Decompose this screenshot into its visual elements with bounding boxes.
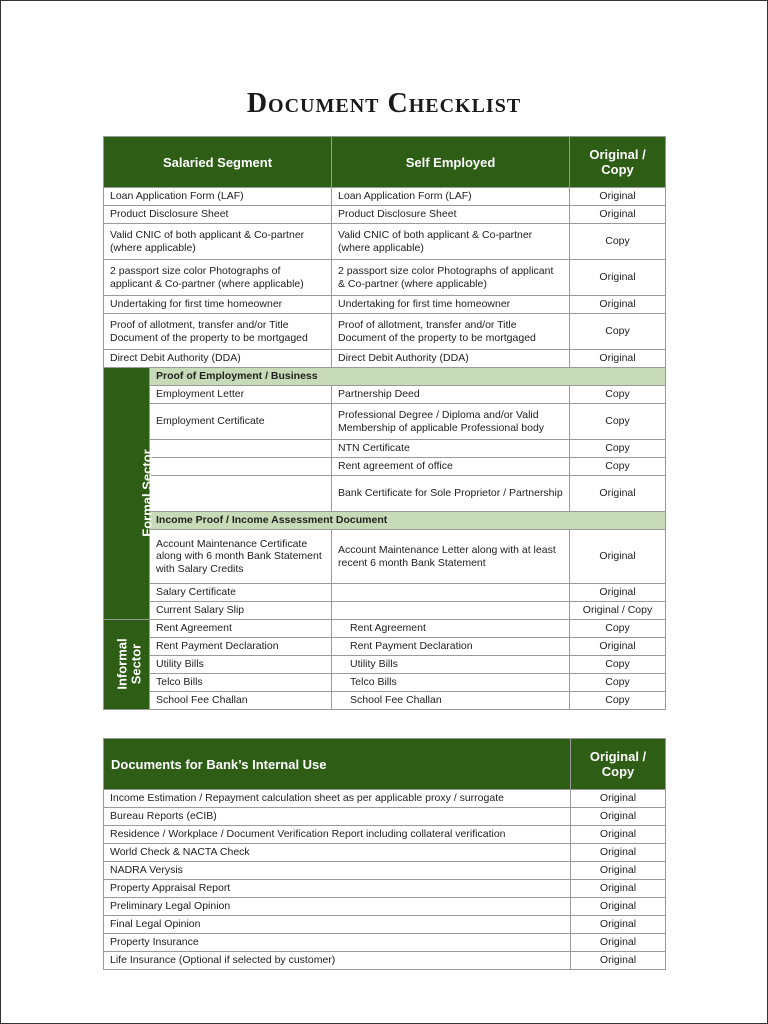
informal-sector-label	[104, 620, 150, 710]
self-employed-cell: Valid CNIC of both applicant & Co-partner (where applicable)	[332, 224, 570, 260]
bank-document-cell: World Check & NACTA Check	[104, 844, 571, 862]
table-row	[104, 386, 666, 404]
original-copy-cell: Original	[570, 530, 666, 584]
salaried-cell: Undertaking for first time homeowner	[104, 296, 332, 314]
self-employed-cell	[332, 602, 570, 620]
original-copy-cell: Copy	[570, 224, 666, 260]
self-employed-cell: Rent agreement of office	[332, 458, 570, 476]
salaried-cell: Salary Certificate	[150, 584, 332, 602]
self-employed-cell: Account Maintenance Letter along with at least recent 6 month Bank Statement	[332, 530, 570, 584]
table-row	[104, 458, 666, 476]
page-title: Document Checklist	[246, 88, 522, 119]
original-copy-cell: Original	[571, 826, 666, 844]
table-row	[104, 260, 666, 296]
bank-document-cell: Income Estimation / Repayment calculation sheet as per applicable proxy / surrogate	[104, 790, 571, 808]
self-employed-cell: School Fee Challan	[332, 692, 570, 710]
self-employed-cell: Partnership Deed	[332, 386, 570, 404]
salaried-cell: Loan Application Form (LAF)	[104, 188, 332, 206]
table-row	[104, 790, 666, 808]
formal-sector-label	[104, 368, 155, 620]
original-copy-cell: Original	[571, 844, 666, 862]
table-row	[104, 934, 666, 952]
table-row	[104, 350, 666, 368]
bank-document-cell: Final Legal Opinion	[104, 916, 571, 934]
header-original-copy: Original / Copy	[570, 137, 666, 188]
table-row	[104, 808, 666, 826]
self-employed-cell: Telco Bills	[332, 674, 570, 692]
informal-sector-text	[116, 639, 144, 690]
original-copy-cell: Original	[571, 880, 666, 898]
formal-sector-text: Formal Sector	[139, 449, 155, 537]
original-copy-cell: Original	[570, 350, 666, 368]
original-copy-cell: Original	[570, 296, 666, 314]
salaried-cell: Employment Certificate	[150, 404, 332, 440]
self-employed-cell: Undertaking for first time homeowner	[332, 296, 570, 314]
bank-document-cell: NADRA Verysis	[104, 862, 571, 880]
salaried-cell	[150, 476, 332, 512]
table-row	[104, 844, 666, 862]
original-copy-cell: Copy	[570, 656, 666, 674]
income-proof-heading: Income Proof / Income Assessment Document	[150, 512, 666, 530]
original-copy-cell: Original / Copy	[570, 602, 666, 620]
original-copy-cell: Original	[570, 260, 666, 296]
table-row	[104, 880, 666, 898]
salaried-cell: Employment Letter	[150, 386, 332, 404]
table-row	[104, 440, 666, 458]
salaried-cell: Telco Bills	[150, 674, 332, 692]
table-row	[104, 916, 666, 934]
table-row	[104, 224, 666, 260]
self-employed-cell: NTN Certificate	[332, 440, 570, 458]
salaried-cell: Proof of allotment, transfer and/or Title Document of the property to be mortgaged	[104, 314, 332, 350]
original-copy-cell: Original	[571, 916, 666, 934]
table-row	[104, 188, 666, 206]
salaried-cell	[150, 440, 332, 458]
original-copy-cell: Original	[571, 808, 666, 826]
table-row	[104, 620, 666, 638]
self-employed-cell	[332, 584, 570, 602]
self-employed-cell: Rent Payment Declaration	[332, 638, 570, 656]
table-row	[104, 404, 666, 440]
table-row	[104, 656, 666, 674]
original-copy-cell: Copy	[570, 314, 666, 350]
self-employed-cell: Direct Debit Authority (DDA)	[332, 350, 570, 368]
salaried-cell: Valid CNIC of both applicant & Co-partner (where applicable)	[104, 224, 332, 260]
self-employed-cell: Rent Agreement	[332, 620, 570, 638]
header-original-copy-bank: Original / Copy	[571, 739, 666, 790]
table-row	[104, 826, 666, 844]
self-employed-cell: Proof of allotment, transfer and/or Title Document of the property to be mortgaged	[332, 314, 570, 350]
table-row	[104, 862, 666, 880]
informal-sector-line2: Sector	[128, 644, 144, 685]
salaried-cell: Rent Payment Declaration	[150, 638, 332, 656]
self-employed-cell: 2 passport size color Photographs of applicant & Co-partner (where applicable)	[332, 260, 570, 296]
original-copy-cell: Copy	[570, 386, 666, 404]
table-row	[104, 206, 666, 224]
table-row	[104, 314, 666, 350]
salaried-cell: Direct Debit Authority (DDA)	[104, 350, 332, 368]
salaried-cell: 2 passport size color Photographs of applicant & Co-partner (where applicable)	[104, 260, 332, 296]
bank-document-cell: Property Appraisal Report	[104, 880, 571, 898]
self-employed-cell: Product Disclosure Sheet	[332, 206, 570, 224]
salaried-cell	[150, 458, 332, 476]
bank-document-cell: Bureau Reports (eCIB)	[104, 808, 571, 826]
original-copy-cell: Original	[570, 206, 666, 224]
bank-internal-use-table	[103, 738, 666, 970]
salaried-cell: Product Disclosure Sheet	[104, 206, 332, 224]
bank-document-cell: Property Insurance	[104, 934, 571, 952]
self-employed-cell: Loan Application Form (LAF)	[332, 188, 570, 206]
original-copy-cell: Copy	[570, 458, 666, 476]
table-row	[104, 602, 666, 620]
bank-document-cell: Residence / Workplace / Document Verification Report including collateral verification	[104, 826, 571, 844]
original-copy-cell: Copy	[570, 674, 666, 692]
table-row	[104, 898, 666, 916]
self-employed-cell: Utility Bills	[332, 656, 570, 674]
original-copy-cell: Copy	[570, 404, 666, 440]
original-copy-cell: Original	[571, 790, 666, 808]
bank-document-cell: Preliminary Legal Opinion	[104, 898, 571, 916]
table-row	[104, 296, 666, 314]
original-copy-cell: Original	[571, 898, 666, 916]
original-copy-cell: Original	[570, 476, 666, 512]
table-row	[104, 674, 666, 692]
original-copy-cell: Copy	[570, 440, 666, 458]
header-self-employed: Self Employed	[332, 137, 570, 188]
original-copy-cell: Original	[571, 952, 666, 970]
salaried-cell: Account Maintenance Certificate along with 6 month Bank Statement with Salary Credits	[150, 530, 332, 584]
original-copy-cell: Original	[571, 862, 666, 880]
original-copy-cell: Original	[571, 934, 666, 952]
salaried-cell: School Fee Challan	[150, 692, 332, 710]
table-row	[104, 530, 666, 584]
informal-sector-line1: Informal	[114, 638, 130, 690]
salaried-cell: Rent Agreement	[150, 620, 332, 638]
bank-document-cell: Life Insurance (Optional if selected by customer)	[104, 952, 571, 970]
table-row	[104, 638, 666, 656]
original-copy-cell: Original	[570, 638, 666, 656]
document-checklist-table	[103, 136, 666, 710]
salaried-cell: Current Salary Slip	[150, 602, 332, 620]
header-bank-internal-documents: Documents for Bank’s Internal Use	[104, 739, 571, 790]
table-row	[104, 476, 666, 512]
table-row	[104, 692, 666, 710]
original-copy-cell: Copy	[570, 620, 666, 638]
salaried-cell: Utility Bills	[150, 656, 332, 674]
original-copy-cell: Original	[570, 584, 666, 602]
header-salaried-segment: Salaried Segment	[104, 137, 332, 188]
original-copy-cell: Original	[570, 188, 666, 206]
original-copy-cell: Copy	[570, 692, 666, 710]
table-row	[104, 584, 666, 602]
self-employed-cell: Bank Certificate for Sole Proprietor / Partnership	[332, 476, 570, 512]
self-employed-cell: Professional Degree / Diploma and/or Valid Membership of applicable Professional body	[332, 404, 570, 440]
table-row	[104, 952, 666, 970]
proof-of-employment-heading: Proof of Employment / Business	[150, 368, 666, 386]
